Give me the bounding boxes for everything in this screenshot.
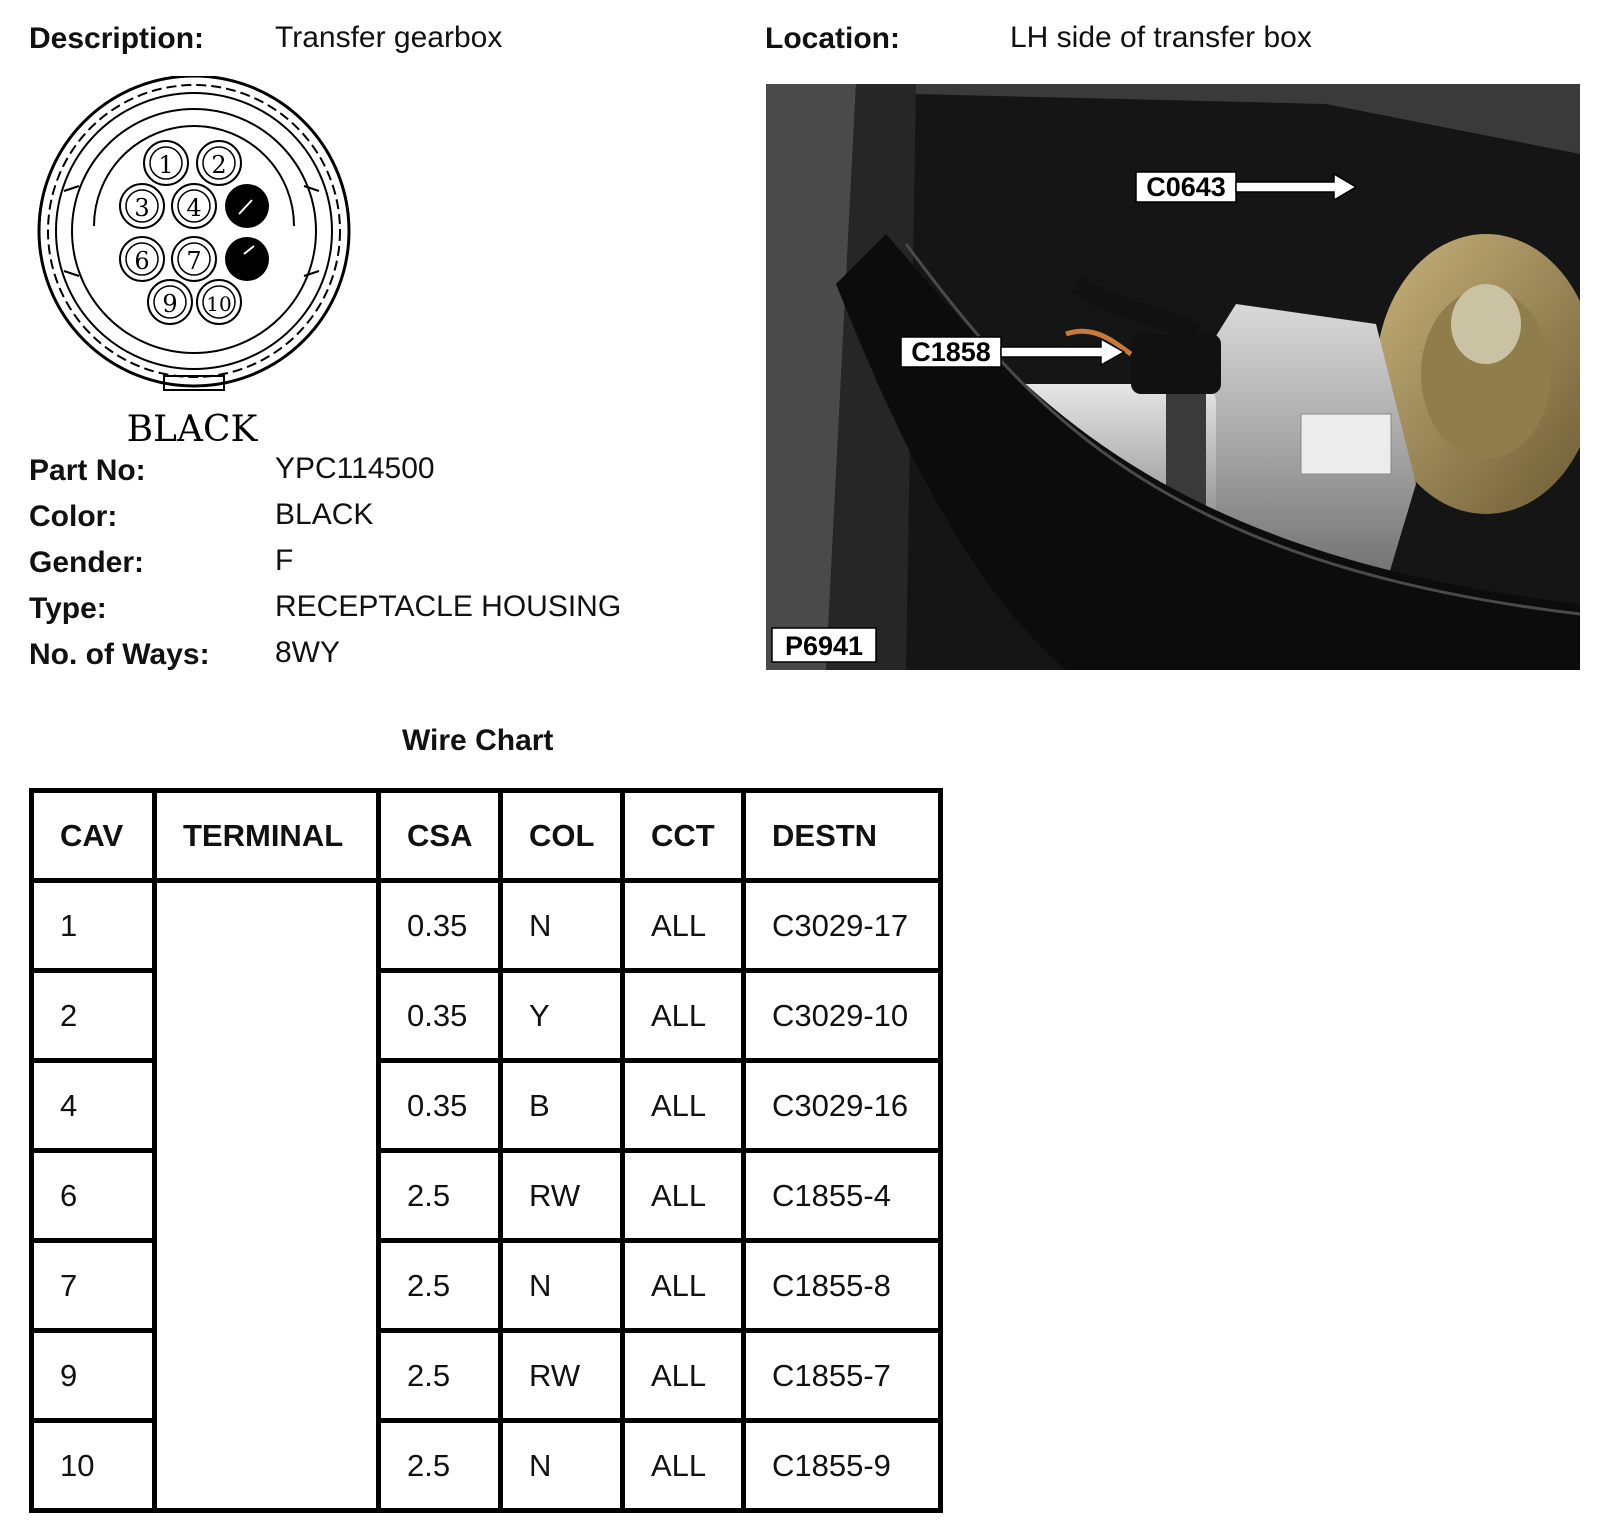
cell-destn: C3029-17: [744, 881, 941, 971]
connector-color-caption: BLACK: [126, 409, 258, 450]
cell-col: N: [501, 881, 623, 971]
table-header-row: [32, 791, 941, 881]
svg-text:1: 1: [158, 151, 174, 179]
location-label: Location:: [765, 22, 900, 55]
col-header-terminal: TERMINAL: [155, 791, 379, 881]
svg-text:P6941: P6941: [784, 631, 864, 661]
svg-text:C1858: C1858: [911, 337, 991, 367]
cell-cct: ALL: [623, 1061, 744, 1151]
connector-face-diagram: [34, 76, 364, 456]
color-label: Color:: [29, 500, 118, 533]
cell-cct: ALL: [623, 1241, 744, 1331]
cell-csa: 2.5: [379, 1151, 501, 1241]
cell-terminal: [155, 881, 379, 1511]
col-header-cct: CCT: [623, 791, 744, 881]
cell-col: RW: [501, 1151, 623, 1241]
wire-chart-title: Wire Chart: [402, 724, 554, 757]
svg-text:3: 3: [134, 194, 150, 222]
svg-text:4: 4: [186, 194, 202, 222]
cavity-1: [144, 141, 188, 185]
description-value: Transfer gearbox: [275, 21, 503, 54]
location-value: LH side of transfer box: [1010, 21, 1312, 54]
svg-text:2: 2: [211, 151, 227, 179]
cell-destn: C1855-4: [744, 1151, 941, 1241]
cell-col: N: [501, 1421, 623, 1511]
cell-cav: 9: [32, 1331, 155, 1421]
cell-col: B: [501, 1061, 623, 1151]
ways-value: 8WY: [275, 636, 341, 669]
cell-csa: 2.5: [379, 1241, 501, 1331]
cell-col: N: [501, 1241, 623, 1331]
part-no-label: Part No:: [29, 454, 146, 487]
cell-csa: 2.5: [379, 1421, 501, 1511]
svg-text:7: 7: [186, 247, 202, 275]
type-value: RECEPTACLE HOUSING: [275, 590, 622, 623]
part-no-value: YPC114500: [275, 452, 435, 485]
cavity-blanked-lower: [225, 237, 269, 281]
col-header-destn: DESTN: [744, 791, 941, 881]
cell-destn: C3029-10: [744, 971, 941, 1061]
color-value: BLACK: [275, 498, 374, 531]
cell-csa: 2.5: [379, 1331, 501, 1421]
cell-destn: C1855-7: [744, 1331, 941, 1421]
cell-cav: 6: [32, 1151, 155, 1241]
cell-cav: 4: [32, 1061, 155, 1151]
cell-col: Y: [501, 971, 623, 1061]
photo-reference-tag: [772, 628, 876, 662]
cavity-6: [120, 237, 164, 281]
cell-destn: C1855-8: [744, 1241, 941, 1331]
cell-col: RW: [501, 1331, 623, 1421]
location-photo: [766, 84, 1580, 670]
cell-destn: C1855-9: [744, 1421, 941, 1511]
type-label: Type:: [29, 592, 107, 625]
svg-text:C0643: C0643: [1146, 172, 1226, 202]
gender-label: Gender:: [29, 546, 145, 579]
cell-cct: ALL: [623, 1331, 744, 1421]
description-label: Description:: [29, 22, 205, 55]
wire-chart-table: [29, 788, 943, 1513]
col-header-csa: CSA: [379, 791, 501, 881]
cavity-blanked-upper: [225, 184, 269, 228]
cell-csa: 0.35: [379, 881, 501, 971]
cell-cav: 10: [32, 1421, 155, 1511]
cavity-3: [120, 184, 164, 228]
cavity-2: [197, 141, 241, 185]
cavity-4: [172, 184, 216, 228]
cell-csa: 0.35: [379, 971, 501, 1061]
cell-cav: 1: [32, 881, 155, 971]
table-row: [32, 881, 941, 971]
svg-text:9: 9: [162, 290, 178, 318]
col-header-col: COL: [501, 791, 623, 881]
cell-cct: ALL: [623, 881, 744, 971]
cell-cav: 2: [32, 971, 155, 1061]
col-header-cav: CAV: [32, 791, 155, 881]
cell-destn: C3029-16: [744, 1061, 941, 1151]
svg-text:10: 10: [206, 292, 232, 316]
cavity-7: [172, 237, 216, 281]
svg-text:6: 6: [134, 247, 150, 275]
cavity-9: [148, 280, 192, 324]
cell-cct: ALL: [623, 1421, 744, 1511]
cavity-10: [197, 280, 241, 324]
cell-cct: ALL: [623, 971, 744, 1061]
cell-csa: 0.35: [379, 1061, 501, 1151]
ways-label: No. of Ways:: [29, 638, 210, 671]
cell-cct: ALL: [623, 1151, 744, 1241]
cell-cav: 7: [32, 1241, 155, 1331]
gender-value: F: [275, 544, 294, 577]
